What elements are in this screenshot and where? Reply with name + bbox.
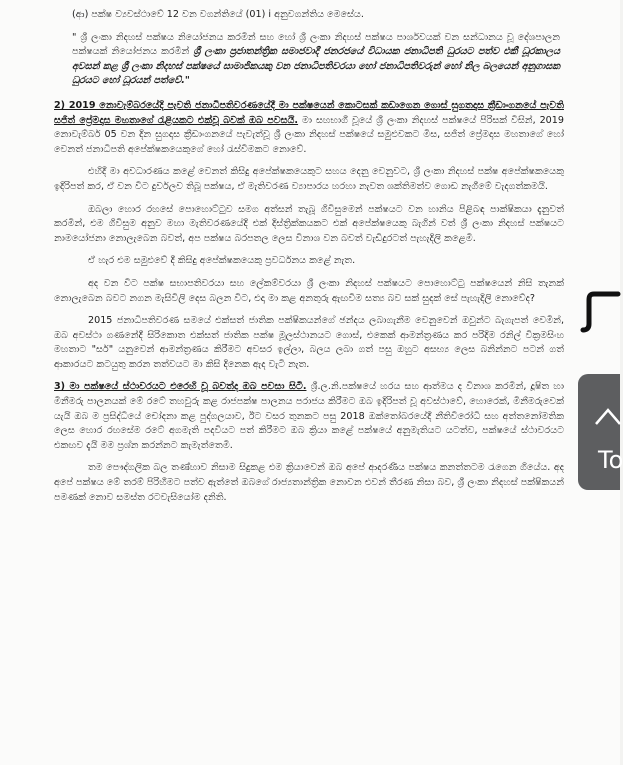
document-body — [54, 8, 564, 513]
chevron-up-icon — [594, 404, 618, 428]
paragraph-4: ඔබලා හොර රහසේ පොහොට්ටුව සමග අත්සන් තැබූ ගිවිසුමෙන් පක්ෂයට වන හානිය පිළිබඳ පාක්ෂිකයා දැනුවත් කරමින්, එම ගිවිසුම අනුව මහා මැතිවරණයේදි එක් දිස්ත්‍රික්කයකට එක් අපේක්ෂයෙකු බැගින් වත් ශ්‍රී ලංකා නිදහස් පක්ෂයට නාමයෝජනා නොලැබෙන බවත්, අප පක්ෂය බරපතල ලෙස විනාශ වන බවත් වැඩිදුරටත් පැහැදිලි කළෙමි. — [54, 203, 564, 244]
paragraph-6: අද වන විට පක්ෂ සභාපතිවරයා සහ ලේකම්වරයා ශ්‍රී ලංකා නිදහස් පක්ෂයට පොහොට්ටු පක්ෂයෙන් නිසි තැනක් නොලැබෙන බවට නගන මැසිවිලි දෙස බලන විට, එදා මා කළ අනතුරු ඇඟවීම සත්‍ය බව සක් සුදක් සේ පැහැදිලි නොවේද? — [54, 277, 564, 304]
paragraph-7: 2015 ජනාධිපතිවරණ සමයේ එක්සත් ජාතික පක්ෂිකයන්ගේ ඡන්දය ලබාගැනීම වෙනුවෙන් ඔවුන්ට බැගැපත් වෙමින්, ඔබ අවස්ථා ගණනේදී සිරිකොත එක්සත් ජාතික පක්ෂ මූලස්ථානයට ගොස්, එකෙක් ආමන්ත්‍රණය කර පරිදිම රනිල් වික්‍රමසිංහ මහතාට "සර්" යනුවෙන් ආමන්ත්‍රණය කිරීමට අවසර ඉල්ලා, බලය ලබා ගත් පසු ඔහුට අසභ්‍ය ලෙස බනින්නට පටන් ගත් ආකාරයට කටයුතු කරන තත්වයට මා කිසි දිනෙක ඇද වැටී නැත. — [54, 315, 564, 370]
paragraph-9: තම පෞද්ගලික බල තණ්හාව නිසාම සිදුකළ එම ක්‍රියාවෙන් ඔබ අපේ ආදරණීය පක්ෂය කනත්තටම රැගෙන ගියේය. අද අපේ පක්ෂය මේ තරම් පිරිහීමට පත්ව ඇත්තේ ඔබගේ රාජ්‍යතාන්ත්‍රික නොවන එවන් තීරණ නිසා බව, ශ්‍රී ලංකා නිදහස් පක්ෂිකයන් පමණක් නොව සමස්ත රටවැසියෝම දනිති. — [54, 462, 564, 503]
constitution-quote — [54, 31, 564, 89]
quote-bold-text: ශ්‍රී ලංකා ප්‍රජාතන්ත්‍රික සමාජවාදී ජනරජයේ විධායක ජනාධිපති ධුරයට පත්ව එකී ධූරකාලය අවසන් කළ ශ්‍රී ලංකා නිදහස් පක්ෂයේ සාමාජිකයකු වන ජනාධිපතිවරයා හෝ ජනාධිපතිවරුන් හෝ නිල බලයෙන් අනුගාසක ධුරයට හෝ ධූරයන් පත්වේ." — [72, 46, 560, 87]
intro-paragraph: (ආ) පක්ෂ ව්‍යවස්ථාවේ 12 වන වගන්තියේ (01) i අනුවගන්තිය මෙසේය. — [72, 9, 364, 20]
section-3-text: ශ්‍රී.ල.නි.පක්ෂයේ හරය සහ ආත්මය ද විනාශ කරමින්, දූෂිත හා මිනීමරු පාලනයක් මේ රටේ තහවුරු කළ රාජපක්ෂ පාලනය පරාජය කිරීමට ඔබ ඉදිරිපත් වූ අවස්ථාවේ, හොරෙක්, මිනීමරුවෙක් යැයි ඔබ ම ප්‍රසිද්ධියේ චෝදනා කළ පුද්ගලයාව, ඊට වසර තුනකට පසු 2018 ඔක්තෝබරයේදී නීතිවිරෝධී සහ අත්තනෝමතික ලෙස හොර රහසේම රටේ අගමැති පදවියට පත් කිරීමට ඔබ ක්‍රියා කළේ පක්ෂයේ අනුමැතියට යටත්ව, පක්ෂයේ ස්ථාවරයට එකඟව දැයි මම ප්‍රශ්න කරන්නට කැමැත්තෙමි. — [54, 381, 565, 451]
section-3-paragraph — [54, 380, 564, 453]
section-2-text: මා සහභාගී වූයේ ශ්‍රී ලංකා නිදහස් පක්ෂයේ පිරිසක් විසින්, 2019 නොවැම්බර් 05 වන දින සුගදාස ක්‍රීඩාංගනයේ පැවැත්වූ ශ්‍රී ලංකා නිදහස් පක්ෂයේ සමුළුවකට මිස, සජිත් ප්‍රේමදාස මහතාගේ හෝ වෙනත් ජනාධිපති අපේක්ෂකයෙකුගේ හෝ රැස්වීමකට නොවේ. — [54, 114, 564, 155]
scroll-to-top-label: To — [598, 446, 623, 474]
paragraph-5: ඒ හැර එම සමුළුවේ දී කිසිදු අපේක්ෂකයෙකු ප්‍රවර්ධනය කළේ නැත. — [88, 255, 356, 267]
quote-text: " ශ්‍රී ලංකා නිදහස් පක්ෂය නියෝජනය කරමින් සහ හෝ ශ්‍රී ලංකා නිදහස් පක්ෂය පාර්ශවයක් වන සන්ධානය වූ දේශපාලන පක්ෂයක් නියෝජනය කරමින් — [72, 31, 560, 58]
bracket-mark-icon — [580, 286, 620, 336]
section-2-heading: 2) 2019 නොවැම්බරයේදි පැවති ජනාධිපතිවරණයේදී මා පක්ෂයෙන් කොටසක් කඩාගෙන ගොස් සුගතදාස ක්‍රීඩාංගනයේ පැවති සජිත් ප්‍රේමදාස මහතාගේ රැළියකට එක්වූ බවක් ඔබ පවසයි. — [54, 99, 564, 126]
section-2-paragraph — [54, 99, 564, 157]
paragraph-3: එහිදී මා අවධාරණය කළේ වෙනත් කිසිදු අපේක්ෂකයෙකුට සහය දෙනු වෙනුවට, ශ්‍රී ලංකා නිදහස් පක්ෂ අපේක්ෂකයෙකු ඉදිරිපත් කර, ඒ වන විට දුර්වලව තිබූ පක්ෂය, ඒ මැතිවරණ ව්‍යාපාරය හරහා නැවත ශක්තිමත්ව ගොඩ නැගීමේ වැදගත්කමයි. — [54, 166, 564, 192]
section-3-heading: 3) මා පක්ෂයේ ස්ථාවරයට එරෙහි වූ බවත්ද ඔබ පවසා සිටී. — [54, 381, 307, 393]
scroll-to-top-button[interactable] — [578, 374, 623, 490]
